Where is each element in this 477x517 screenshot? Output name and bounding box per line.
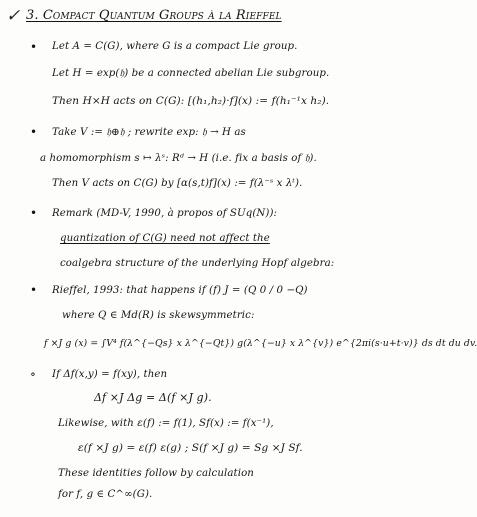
- text-line: These identities follow by calculation: [58, 468, 254, 479]
- text-line: coalgebra structure of the underlying Hopf algebra:: [60, 258, 335, 269]
- bullet-marker: •: [30, 125, 38, 139]
- bullet-marker: •: [30, 283, 38, 297]
- text-line: Let H = exp(𝔥) be a connected abelian Lie subgroup.: [52, 68, 330, 79]
- text-line: Take V := 𝔥⊕𝔥 ; rewrite exp: 𝔥 → H as: [52, 127, 246, 138]
- bullet-marker: •: [30, 40, 38, 54]
- integral-formula: f ×J g (x) = ∫V⁴ f(λ^{−Qs} x λ^{−Qt}) g(λ^{−u} x λ^{v}) e^{2πi(s·u+t·v)} ds dt du dv.: [44, 338, 477, 349]
- text-line: a homomorphism s ↦ λˢ: Rᵈ → H (i.e. fix a basis of 𝔥).: [40, 153, 317, 164]
- text-line: Likewise, with ε(f) := f(1), Sf(x) := f(x⁻¹),: [58, 418, 274, 429]
- formula-line: Then V acts on C(G) by [α(s,t)f](x) := f(λ⁻ˢ x λᵗ).: [52, 178, 303, 189]
- formula-line: Then H×H acts on C(G): [(h₁,h₂)·f](x) := f(h₁⁻¹x h₂).: [52, 95, 330, 107]
- text-line: where Q ∈ Md(R) is skewsymmetric:: [62, 310, 255, 321]
- section-title: 3. Compact Quantum Groups à la Rieffel: [26, 8, 282, 23]
- text-line: quantization of C(G) need not affect the: [60, 233, 270, 244]
- text-line: for f, g ∈ C^∞(G).: [58, 489, 153, 500]
- checkmark-icon: ✓: [6, 6, 21, 26]
- formula-line: Δf ×J Δg = Δ(f ×J g).: [94, 391, 212, 404]
- text-line: Let A = C(G), where G is a compact Lie group.: [52, 41, 298, 52]
- bullet-marker: •: [30, 206, 38, 220]
- text-line: Rieffel, 1993: that happens if (f) J = (Q 0 / 0 −Q): [52, 285, 308, 296]
- text-line: If Δf(x,y) = f(xy), then: [52, 369, 168, 380]
- remark-line: Remark (MD-V, 1990, à propos of SUq(N)):: [52, 208, 278, 219]
- bullet-marker: ∘: [30, 367, 36, 381]
- formula-line: ε(f ×J g) = ε(f) ε(g) ; S(f ×J g) = Sg ×J Sf.: [78, 442, 303, 454]
